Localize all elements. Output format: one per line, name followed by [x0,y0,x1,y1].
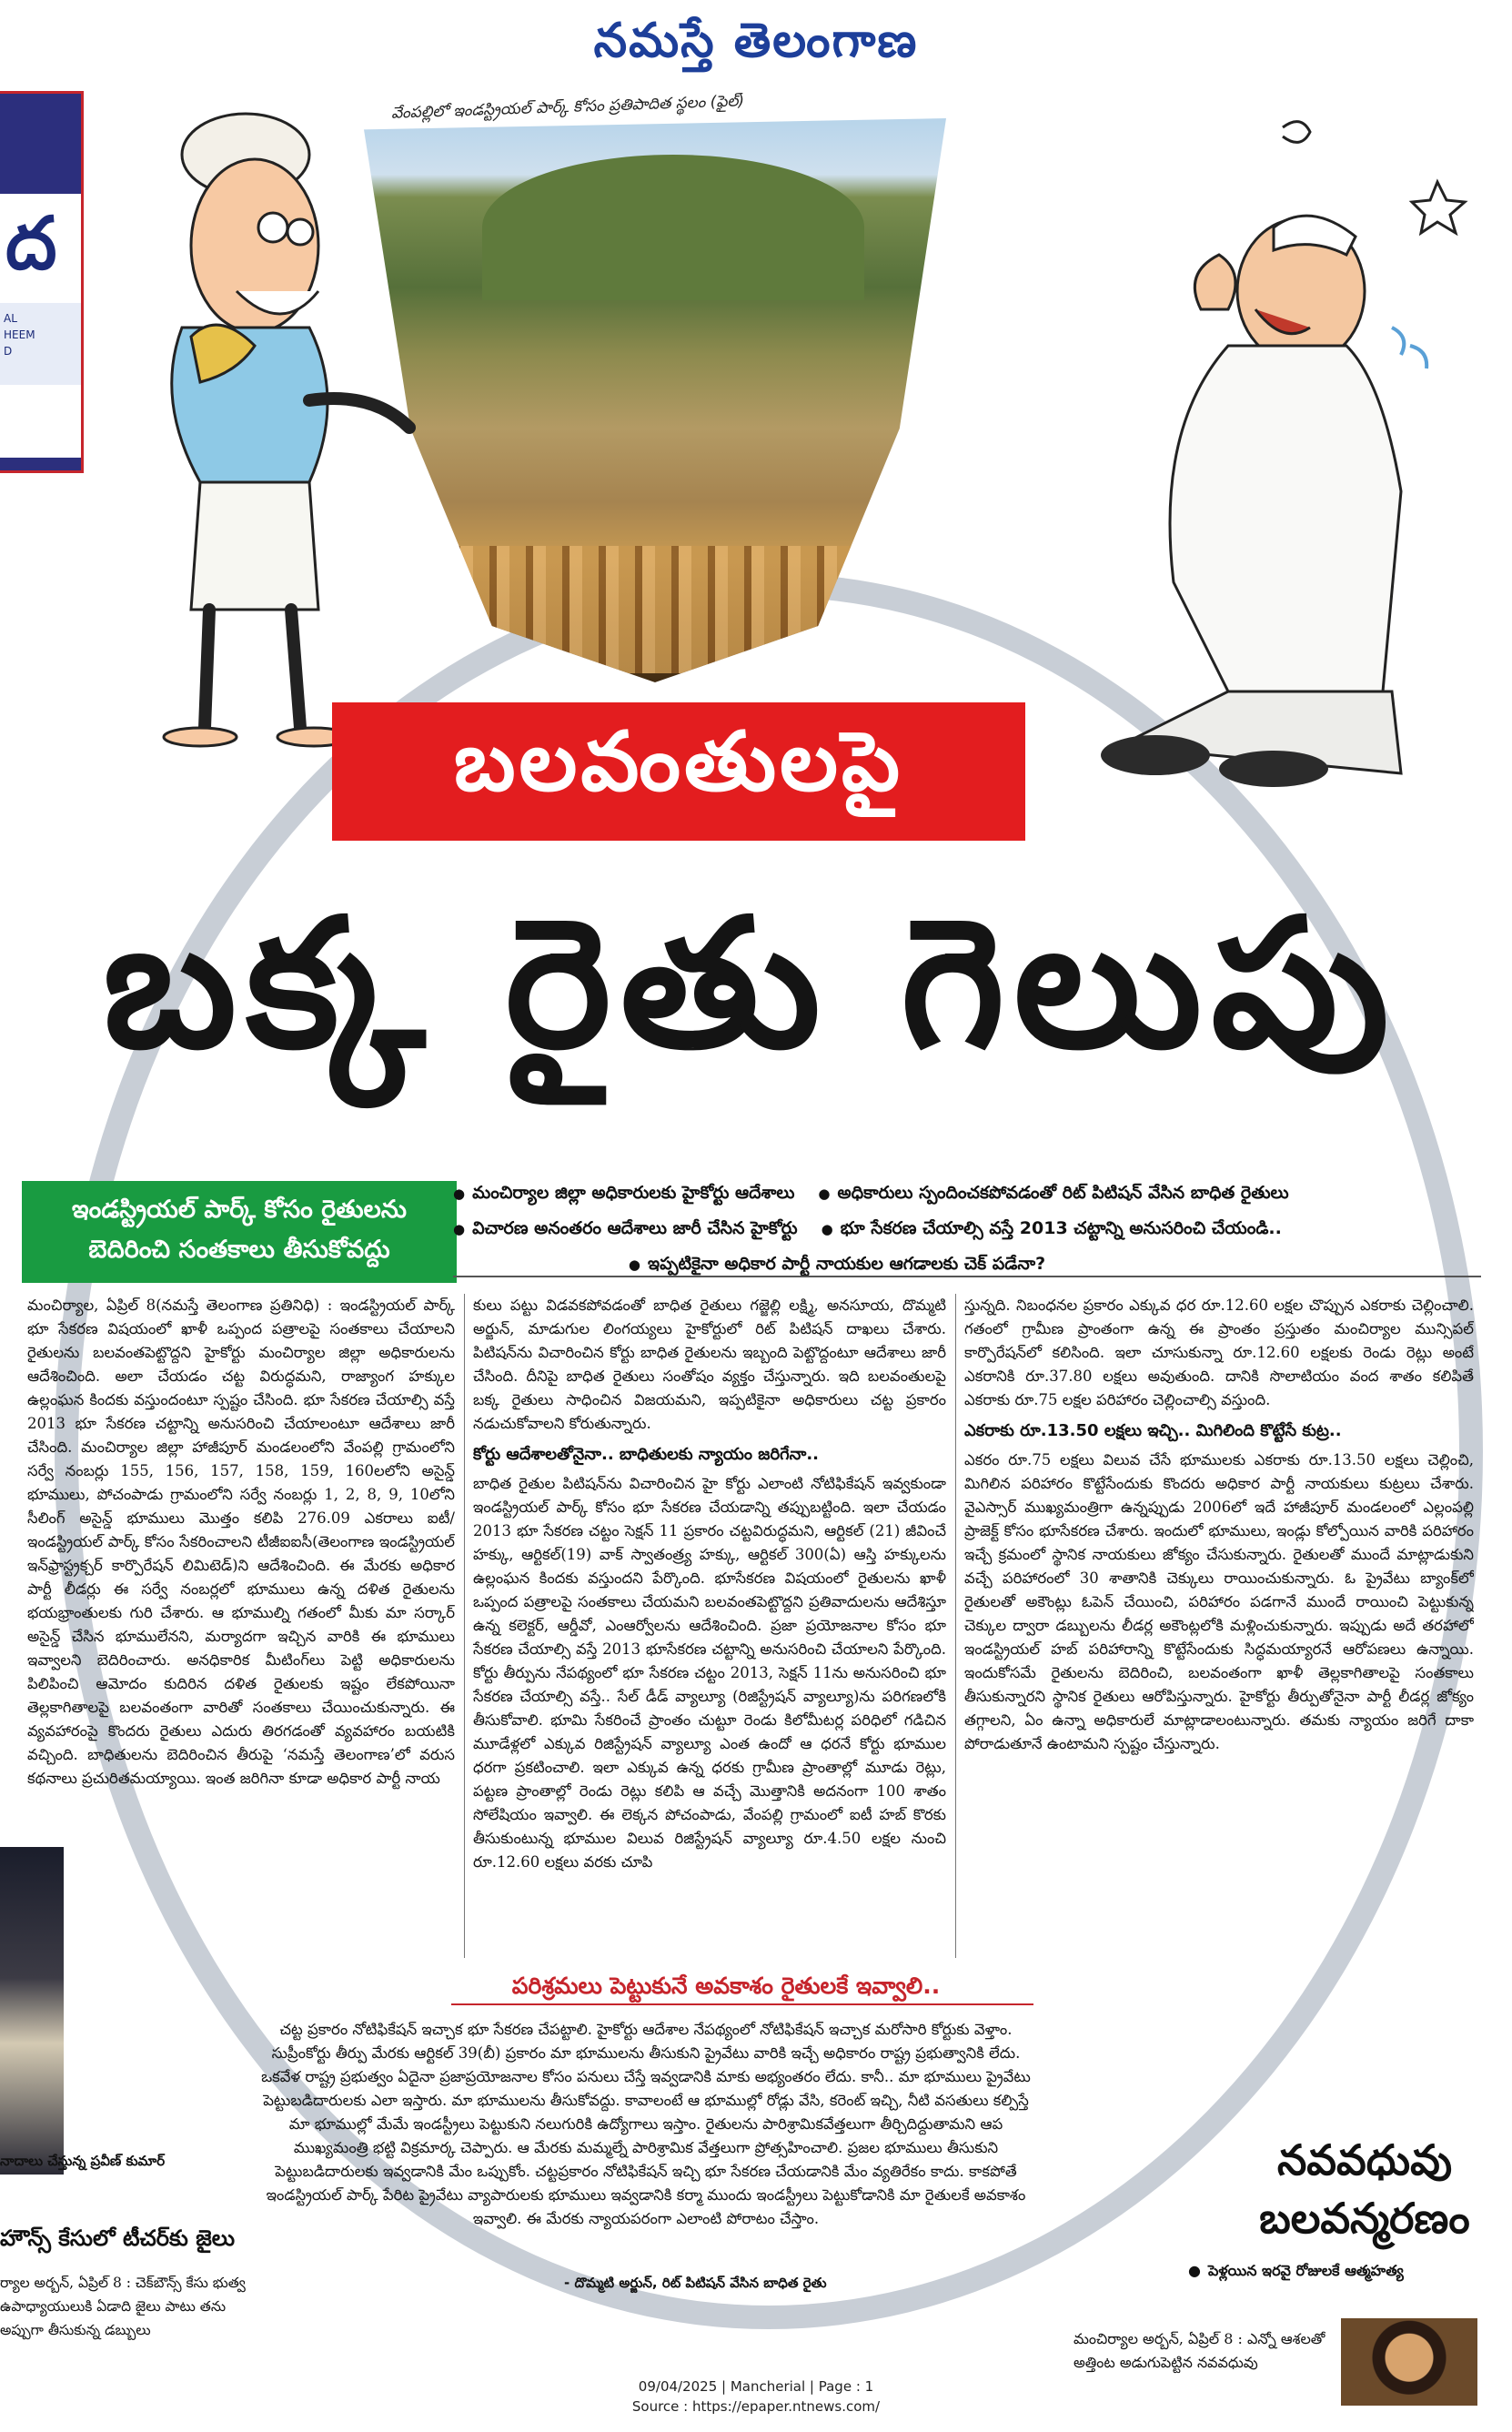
left-story-headline: హౌన్స్ కేసులో టీచర్‌కు జైలు [0,2225,236,2251]
main-headline [73,866,1428,1103]
highlight-item: ● అధికారులు స్పందించకపోవడంతో రిట్ పిటిషన్ వేసిన బాధిత రైతులు [818,1176,1288,1211]
article-subhead: ఎకరాకు రూ.13.50 లక్షలు ఇచ్చి.. మిగిలింది కొట్టేసే కుట్ర.. [964,1421,1342,1440]
highlights-list [453,1176,1481,1282]
left-story-text: ర్యాల అర్బన్, ఏప్రిల్ 8 : చెక్‌బౌన్స్ కేసు భుత్వ ఉపాధ్యాయులుకి ఏడాది జైలు పాటు తను అప్పుగా తీసుకున్న డబ్బులు [0,2275,246,2338]
article-paragraph: బాధిత రైతుల పిటిషన్‌ను విచారించిన హై కోర్టు ఎలాంటి నోటిఫికేషన్ ఇవ్వకుండా ఇండస్ట్రియల్ పార్క్ కోసం భూ సేకరణ చేయడాన్ని తప్పుబట్టింది. ఇలా చేయడం 2013 భూ సేకరణ చట్టం సెక్షన్ 11 ప్రకారం చట్టవిరుద్ధమని, ఆర్టికల్ (21) జీవించే హక్కు, ఆర్టికల్(19) వాక్ స్వాతంత్ర్య హక్కు, ఆర్టికల్ 300(ఏ) ఆస్తి హక్కులను ఉల్లంఘన కిందకు వస్తుందని పేర్కొంది. భూసేకరణ విషయంలో రైతులను ఖాళీ ఒప్పంద పత్రాలపై సంతకాలు చేయమని బలవంతపెట్టొద్దని ప్రతివాదులను ఆదేశిస్తూ ఉన్న కలెక్టర్, ఆర్డీవో, ఎంఆర్వోలను ఆదేశించింది. ప్రజా ప్రయోజనాల కోసం భూ సేకరణ చేయాల్సి వస్తే 2013 భూసేకరణ చట్టాన్ని అనుసరించి చేయాలని పేర్కొంది. కోర్టు తీర్పును నేపథ్యంలో భూ సేకరణ చట్టం 2013, సెక్షన్ 11ను అనుసరించి భూ సేకరణ చేయాల్సి వస్తే.. సేల్ డీడ్ వ్యాల్యూ (రిజిస్ట్రేషన్ వ్యాల్యూ)ను పరిగణలోకి తీసుకోవాలి. భూమి సేకరించే ప్రాంతం చుట్టూ రెండు కిలోమీటర్ల పరిధిలో గడిచిన మూడేళ్లలో ఎక్కువ రిజిస్ట్రేషన్ వ్యాల్యూ ఎంత ఉందో ఆ ధరనే కోర్టు భూముల ధరగా ప్రకటించాలి. ఇలా ఎక్కువ ఉన్న ధరకు గ్రామీణ ప్రాంతాల్లో మూడు రెట్లు, పట్టణ ప్రాంతాల్లో రెండు రెట్లు కలిపి ఆ వచ్చే మొత్తానికి అదనంగా 100 శాతం సోలేషియం ఇవ్వాలి. ఈ లెక్కన పోచంపాడు, వేంపల్లి గ్రామంలో ఐటీ హబ్ కొరకు తీసుకుంటున్న భూముల విలువ రిజిస్ట్రేషన్ వ్యాల్యూ రూ.4.50 లక్షల నుంచి రూ.12.60 లక్షలు వరకు చూపి [473,1475,946,1871]
highlight-item: ● మంచిర్యాల జిల్లా అధికారులకు హైకోర్టు ఆదేశాలు [453,1176,794,1211]
article-paragraph: స్తున్నది. నిబంధనల ప్రకారం ఎక్కువ ధర రూ.12.60 లక్షల చొప్పున ఎకరాకు చెల్లించాలి. గతంలో గ్రామీణ ప్రాంతంగా ఉన్న ఈ ప్రాంతం ప్రస్తుతం మంచిర్యాల మున్సిపల్ కార్పొరేషన్‌లో కలిసింది. ఇలా చూసుకున్నా రూ.12.60 లక్షలకు రెండు రెట్లు అంటే ఎకరానికి రూ.37.80 లక్షలు అవుతుంది. దానికి సొలాటియం వంద శాతం కలిపితే ఎకరాకు రూ.75 లక్షల పరిహారం చెల్లించాల్సి వస్తుంది. [964,1297,1474,1408]
highlights-row [453,1176,1481,1211]
highlights-row [453,1211,1481,1246]
side-story-bullet: ● పెళ్లయిన ఇరవై రోజులకే ఆత్మహత్య [1188,2262,1404,2283]
article-paragraph: కులు పట్టు విడవకపోవడంతో బాధిత రైతులు గజ్జెల్లి లక్ష్మి, అనసూయ, దొమ్మటి అర్జున్, మాడుగుల లింగయ్యలు హైకోర్టులో రిట్ పిటిషన్ దాఖలు చేశారు. పిటిషన్‌ను విచారించిన కోర్టు బాధిత రైతులను ఇబ్బంది పెట్టొద్దంటూ ఆదేశాలు జారీ చేసింది. దీనిపై బాధిత రైతులు సంతోషం వ్యక్తం చేస్తున్నారు. ఇది బలవంతులపై బక్క రైతులు సాధించిన విజయమని, ఇప్పటికైనా అధికారులు చట్ట ప్రకారం నడుచుకోవాలని కోరుతున్నారు. [473,1297,946,1432]
article-paragraph: ఎకరం రూ.75 లక్షలు విలువ చేసే భూములకు ఎకరాకు రూ.13.50 లక్షలు చెల్లించి, మిగిలిన పరిహారం కొట్టేసేందుకు కొందరు అధికార పార్టీ నాయకులు కుట్రలు చేశారు. వైఎస్సార్ ముఖ్యమంత్రిగా ఉన్నప్పుడు 2006లో ఇదే హాజీపూర్ మండలంలో ఎల్లంపల్లి ప్రాజెక్ట్ కోసం భూసేకరణ చేశారు. ఇందులో భూములు, ఇండ్లు కోల్పోయిన వారికి పరిహారం ఇచ్చే క్రమంలో స్థానిక నాయకులు జోక్యం చేసుకున్నారు. రైతులతో ముందే మాట్లాడుకుని వచ్చే పరిహారంలో 30 శాతానికి చెక్కులు రాయించుకున్నారు. ఓ ప్రైవేటు బ్యాంక్‌లో రైతులతో అకౌంట్లు ఓపెన్ చేయించి, పరిహారం పడగానే ముందే రాయించి పెట్టుకున్న చెక్కుల ద్వారా డబ్బులను లీడర్ల అకౌంట్లలోకి మళ్లించుకున్నారు. ఇప్పుడు అదే తరహాలో ఇండస్ట్రియల్ హబ్ పరిహారాన్ని కొట్టేసేందుకు సిద్ధమయ్యారనే ఆరోపణలు ఉన్నాయి. ఇందుకోసమే రైతులను బెదిరించి, బలవంతంగా ఖాళీ తెల్లకాగితాలపై సంతకాలు తీసుకున్నారని స్థానిక రైతులు ఆరోపిస్తున్నారు. హైకోర్టు తీర్పుతోనైనా పార్టీ లీడర్ల జోక్యం తగ్గాలని, ఏం ఉన్నా అధికారులే మాట్లాడాలంటున్నారు. తమకు న్యాయం జరిగే దాకా పోరాడుతూనే ఉంటామని స్పష్టం చేస్తున్నారు. [964,1451,1474,1752]
highlight-item: ● విచారణ అనంతరం ఆదేశాలు జారీ చేసిన హైకోర్టు [453,1211,798,1246]
side-headline-line-1: నవవధువు [1276,2135,1452,2185]
column-divider [955,1294,956,1958]
left-story-photo [0,1847,64,2175]
article-paragraph: మంచిర్యాల, ఏప్రిల్ 8(నమస్తే తెలంగాణ ప్రతినిధి) : ఇండస్ట్రియల్ పార్క్ భూ సేకరణ విషయంలో ఖాళీ ఒప్పంద పత్రాలపై సంతకాలు చేయాలని రైతులను బలవంతపెట్టొద్దని హైకోర్టు మంచిర్యాల జిల్లా అధికారులను ఆదేశించింది. అలా చేయడం చట్ట విరుద్ధమని, రాజ్యాంగ హక్కుల ఉల్లంఘన కిందకు వస్తుందంటూ స్పష్టం చేసింది. భూ సేకరణ చేయాల్సి వస్తే 2013 భూ సేకరణ చట్టాన్ని అనుసరించి చేయాలంటూ ఆదేశాలు జారీ చేసింది. మంచిర్యాల జిల్లా హాజీపూర్ మండలంలోని వేంపల్లి గ్రామంలోని సర్వే నంబర్లు 155, 156, 157, 158, 159, 160లలోని అసైన్డ్ భూములు, పోచంపాడు గ్రామంలోని సర్వే నంబర్లు 1, 2, 8, 9, 10లోని సీలింగ్ అసైన్డ్ భూములు మొత్తం కలిపి 276.09 ఎకరాలు ఐటీ/ఇండస్ట్రియల్ పార్క్ కోసం సేకరించాలని టీజీఐఐసీ(తెలంగాణ ఇండస్ట్రియల్ ఇన్‌ఫ్రాస్ట్రక్చర్ కార్పొరేషన్ లిమిటెడ్)ని ఆదేశించింది. ఈ మేరకు అధికార పార్టీ లీడర్లు ఈ సర్వే నంబర్లలో భూములు ఉన్న దళిత రైతులను భయభ్రాంతులకు గురి చేశారు. ఆ భూముల్ని గతంలో మీకు మా సర్కార్ అసైన్డ్ చేసిన భూములేనని, మర్యాదగా ఇచ్చిన వారికి ఈ భూములు ఇవ్వాలని బెదిరించారు. అనధికారిక మీటింగ్‌లు పెట్టి అధికారులను పిలిపించి ఆమోదం కుదిరిన దళిత రైతులకు ఇష్టం లేకపోయినా తెల్లకాగితాలపై బలవంతంగా వారితో సంతకాలు చేయించుకున్నారు. ఈ వ్యవహారంపై కొందరు రైతులు ఎదురు తిరగడంతో వ్యవహారం బయటికి వచ్చింది. బాధితులను బెదిరించిన తీరుపై ‘నమస్తే తెలంగాణ’లో వరుస కథనాలు ప్రచురితమయ్యాయి. ఇంత జరిగినా కూడా అధికార పార్టీ నాయ [27,1297,455,1787]
ad-text-box [0,303,81,385]
left-ad-strip [0,91,84,473]
quote-signature: - దొమ్మటి అర్జున్, రిట్ పిటిషన్ వేసిన బాధిత రైతు [564,2275,827,2291]
ad-line: AL [4,312,17,325]
article-column-1 [27,1294,455,1958]
photo-hill [482,155,864,300]
subheadline-line-1: ఇండస్ట్రియల్ పార్క్ కోసం రైతులను [71,1196,408,1224]
article-subhead: కోర్టు ఆదేశాలతోనైనా.. బాధితులకు న్యాయం జరిగేనా.. [473,1445,819,1464]
left-story-caption: నాదాలు చేస్తున్న ప్రవీణ్ కుమార్ [0,2153,166,2169]
side-story-headline [1237,2131,1492,2247]
ad-band-bottom [0,458,81,470]
article-column-3 [964,1294,1474,1949]
highlight-item: ● భూ సేకరణ చేయాల్సి వస్తే 2013 చట్టాన్ని అనుసరించి చేయండి.. [822,1211,1282,1246]
masthead [0,0,1512,84]
page-footer [0,2376,1512,2417]
ad-line: D [4,345,13,358]
footer-date-edition: 09/04/2025 | Mancherial | Page : 1 [638,2378,874,2395]
headline-text: బక్క రైతు గెలుపు [103,881,1398,1088]
highlights-divider [453,1276,1481,1277]
farmer-cartoon-illustration [118,100,428,755]
column-divider [464,1294,465,1958]
kicker-banner [332,702,1025,841]
masthead-title: నమస్తే తెలంగాణ [593,13,919,68]
ad-band-top [0,94,81,194]
quote-title: పరిశ్రమలు పెట్టుకునే అవకాశం రైతులకే ఇవ్వాలి.. [453,1973,999,2005]
ad-big-char: ద [5,201,57,286]
kicker-text: బలవంతులపై [454,713,903,810]
ad-line: HEEM [4,328,35,341]
article-column-2 [473,1294,946,1949]
quote-body: చట్ట ప్రకారం నోటిఫికేషన్ ఇచ్చాక భూ సేకరణ చేపట్టాలి. హైకోర్టు ఆదేశాల నేపథ్యంలో నోటిఫికేషన్ ఇచ్చాక మరోసారి కోర్టుకు వెళ్తాం. సుప్రీంకోర్టు తీర్పు మేరకు ఆర్టికల్ 39(బీ) ప్రకారం మా భూములను తీసుకుని ప్రైవేటు వారికి ఇచ్చే అధికారం రాష్ట్ర ప్రభుత్వానికి లేదు. ఒకవేళ రాష్ట్ర ప్రభుత్వం ఏదైనా ప్రజాప్రయోజనాల కోసం పనులు చేస్తే ఇవ్వడానికి మాకు అభ్యంతరం లేదు. కానీ.. మా భూములు ప్రైవేటు పెట్టుబడిదారులకు ఎలా ఇస్తారు. మా భూములను తీసుకోవద్దు. కావాలంటే ఆ భూముల్లో రోడ్లు వేసి, కరెంట్ ఇచ్చి, నీటి వసతులు కల్పిస్తే మా భూముల్లో మేమే ఇండస్ట్రీలు పెట్టుకుని నలుగురికి ఉద్యోగాలు ఇస్తాం. రైతులను పారిశ్రామికవేత్తలుగా తీర్చిదిద్దుతామని ఆప ముఖ్యమంత్రి భట్టి విక్రమార్క చెప్పారు. ఆ మేరకు మమ్మల్నే పారిశ్రామిక వేత్తలుగా ప్రోత్సహించాలి. ప్రజల భూములు తీసుకుని పెట్టుబడిదారులకు ఇవ్వడానికి మేం ఒప్పుకోం. చట్టప్రకారం నోటిఫికేషన్ ఇచ్చి భూ సేకరణ చేయడానికి మేం వ్యతిరేకం కాదు. కాకపోతే ఇండస్ట్రియల్ పార్క్ పేరిట ప్రైవేటు వ్యాపారులకు భూములు ఇవ్వడానికి కర్మా ముందు ఇండస్ట్రీలు పెట్టుకోడానికి మా రైతులకే అవకాశం ఇవ్వాలి. ఈ మేరకు న్యాయపరంగా ఎలాంటి పోరాటం చేస్తాం. [261,2021,1031,2227]
side-headline-line-2: బలవన్మరణం [1259,2194,1470,2243]
footer-source: Source : https://epaper.ntnews.com/ [631,2398,881,2415]
photo-caption: వేంపల్లిలో ఇండస్ట్రియల్ పార్క్ కోసం ప్రతిపాదిత స్థలం (ఫైల్) [390,92,745,123]
politician-cartoon-illustration [1001,109,1474,801]
highlight-item: ● ఇప్పటికైనా అధికార పార్టీ నాయకుల ఆగడాలకు చెక్ పడేనా? [629,1246,1045,1282]
subheadline-line-2: బెదిరించి సంతకాలు తీసుకోవద్దు [88,1236,390,1264]
side-story-text: మంచిర్యాల అర్బన్, ఏప్రిల్ 8 : ఎన్నో ఆశలతో అత్తింట అడుగుపెట్టిన నవవధువు [1074,2330,1326,2371]
